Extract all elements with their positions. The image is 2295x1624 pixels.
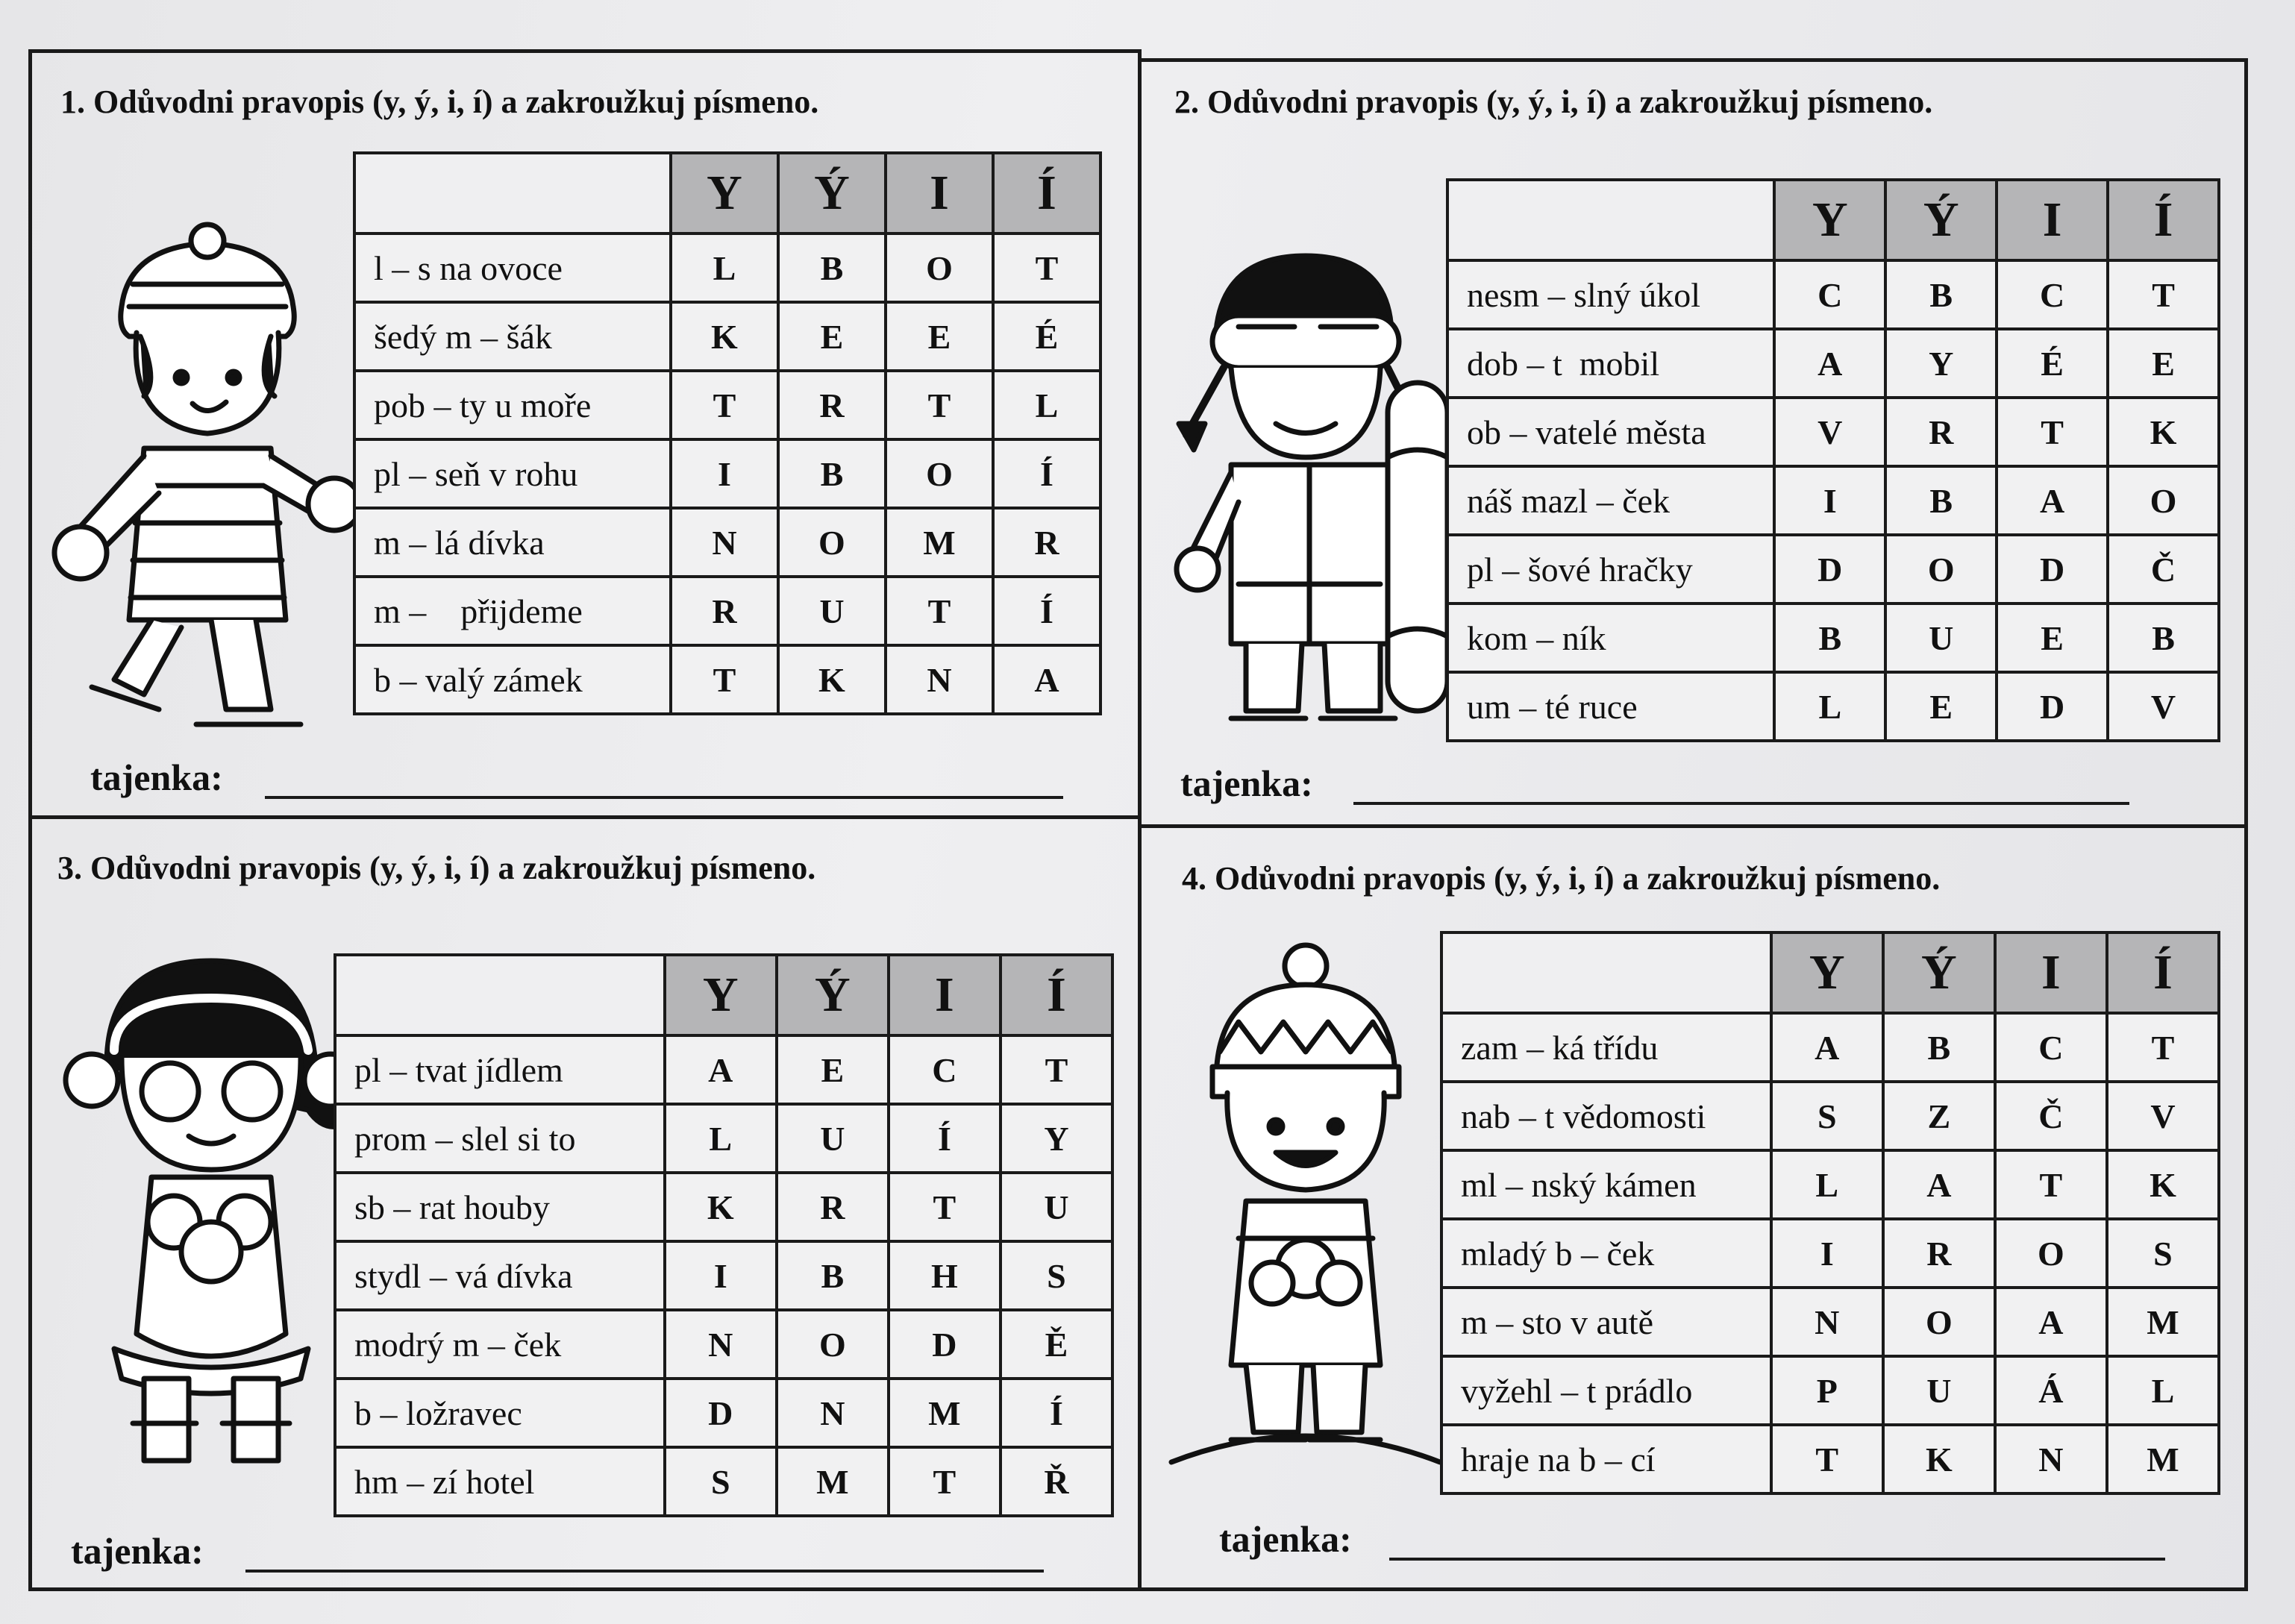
table-row [335,1241,1112,1310]
letter-cell[interactable]: T [993,233,1100,302]
phrase-cell: dob – t mobil [1447,329,1774,398]
letter-cell[interactable]: B [777,1241,889,1310]
exercise-title: 4. Odůvodni pravopis (y, ý, i, í) a zakroužkuj písmeno. [1182,860,1941,897]
letter-cell[interactable]: E [886,302,993,371]
letter-cell[interactable]: B [1883,1013,1995,1082]
letter-cell[interactable]: K [671,302,778,371]
header-row [1441,932,2219,1013]
letter-cell[interactable]: T [889,1447,1001,1516]
exercise-title: 3. Odůvodni pravopis (y, ý, i, í) a zakroužkuj písmeno. [57,850,816,886]
letter-cell[interactable]: B [1885,466,1997,535]
letter-cell[interactable]: D [1997,672,2108,741]
letter-cell[interactable]: C [1997,260,2108,329]
letter-cell[interactable]: A [1997,466,2108,535]
letter-cell[interactable]: Y [1001,1104,1112,1173]
letter-cell[interactable]: E [1885,672,1997,741]
header-Y: Y [671,153,778,233]
header-Y-acute: Ý [1883,932,1995,1013]
tajenka-answer-line[interactable] [1389,1558,2165,1561]
exercise-table [334,953,1114,1517]
phrase-cell: pl – šové hračky [1447,535,1774,603]
letter-cell[interactable]: V [1774,398,1885,466]
letter-cell[interactable]: T [2108,260,2219,329]
letter-cell[interactable]: N [886,645,993,714]
header-row [354,153,1100,233]
letter-cell[interactable]: K [2108,398,2219,466]
table-row [335,1310,1112,1379]
ice-skating-boy-illustration [47,202,368,739]
phrase-cell: l – s na ovoce [354,233,671,302]
phrase-cell: mladý b – ček [1441,1219,1771,1288]
letter-cell[interactable]: U [1001,1173,1112,1241]
letter-cell[interactable]: A [993,645,1100,714]
letter-cell[interactable]: I [665,1241,777,1310]
letter-cell[interactable]: Č [2108,535,2219,603]
exercise-table [1440,931,2220,1495]
phrase-cell: um – té ruce [1447,672,1774,741]
table-row [354,577,1100,645]
letter-cell[interactable]: S [1001,1241,1112,1310]
letter-cell[interactable]: U [1885,603,1997,672]
header-Y: Y [1774,180,1885,260]
letter-cell[interactable]: N [1771,1288,1883,1356]
exercise-table [353,151,1102,715]
table-row [1447,672,2219,741]
header-blank-cell [1441,932,1771,1013]
header-I-acute: Í [2107,932,2219,1013]
header-row [335,955,1112,1035]
letter-cell[interactable]: V [2108,672,2219,741]
letter-cell[interactable]: E [2108,329,2219,398]
letter-cell[interactable]: M [2107,1425,2219,1493]
exercise-table [1446,178,2220,742]
header-Y: Y [665,955,777,1035]
tajenka-answer-line[interactable] [245,1570,1044,1573]
letter-cell[interactable]: K [2107,1150,2219,1219]
letter-cell[interactable]: I [1771,1219,1883,1288]
letter-cell[interactable]: R [778,371,886,439]
exercise-4 [1138,824,2248,1591]
letter-cell[interactable]: É [993,302,1100,371]
letter-cell[interactable]: T [2107,1013,2219,1082]
tajenka-answer-line[interactable] [1353,802,2129,805]
phrase-cell: stydl – vá dívka [335,1241,665,1310]
letter-cell[interactable]: M [777,1447,889,1516]
letter-cell[interactable]: U [1883,1356,1995,1425]
letter-cell[interactable]: E [778,302,886,371]
letter-cell[interactable]: T [886,371,993,439]
header-Y-acute: Ý [1885,180,1997,260]
table-row [1447,535,2219,603]
letter-cell[interactable]: S [665,1447,777,1516]
letter-cell[interactable]: Ř [1001,1447,1112,1516]
letter-cell[interactable]: K [665,1173,777,1241]
letter-cell[interactable]: A [1995,1288,2107,1356]
table-row [1441,1150,2219,1219]
letter-cell[interactable]: Í [993,439,1100,508]
phrase-cell: b – valý zámek [354,645,671,714]
header-I: I [1997,180,2108,260]
letter-cell[interactable]: C [1774,260,1885,329]
letter-cell[interactable]: L [993,371,1100,439]
letter-cell[interactable]: R [1885,398,1997,466]
letter-cell[interactable]: T [1771,1425,1883,1493]
letter-cell[interactable]: C [1995,1013,2107,1082]
letter-cell[interactable]: L [1774,672,1885,741]
letter-cell[interactable]: O [1883,1288,1995,1356]
table-row [354,508,1100,577]
letter-cell[interactable]: N [1995,1425,2107,1493]
table-row [335,1035,1112,1104]
letter-cell[interactable]: B [2108,603,2219,672]
letter-cell[interactable]: E [1997,603,2108,672]
letter-cell[interactable]: O [886,233,993,302]
header-Y-acute: Ý [778,153,886,233]
letter-cell[interactable]: H [889,1241,1001,1310]
letter-cell[interactable]: I [671,439,778,508]
phrase-cell: pl – tvat jídlem [335,1035,665,1104]
letter-cell[interactable]: L [1771,1150,1883,1219]
table-row [1441,1013,2219,1082]
phrase-cell: vyžehl – t prádlo [1441,1356,1771,1425]
phrase-cell: m – lá dívka [354,508,671,577]
phrase-cell: b – ložravec [335,1379,665,1447]
table-row [1441,1425,2219,1493]
letter-cell[interactable]: L [671,233,778,302]
letter-cell[interactable]: T [671,645,778,714]
letter-cell[interactable]: N [777,1379,889,1447]
letter-cell[interactable]: Y [1885,329,1997,398]
exercise-2 [1138,58,2248,828]
header-I: I [1995,932,2107,1013]
letter-cell[interactable]: L [665,1104,777,1173]
letter-cell[interactable]: R [777,1173,889,1241]
letter-cell[interactable]: E [777,1035,889,1104]
phrase-cell: prom – slel si to [335,1104,665,1173]
table-row [1441,1219,2219,1288]
table-row [335,1173,1112,1241]
phrase-cell: pob – ty u moře [354,371,671,439]
phrase-cell: zam – ká třídu [1441,1013,1771,1082]
letter-cell[interactable]: Í [1001,1379,1112,1447]
header-blank-cell [1447,180,1774,260]
phrase-cell: ob – vatelé města [1447,398,1774,466]
letter-cell[interactable]: U [778,577,886,645]
phrase-cell: sb – rat houby [335,1173,665,1241]
letter-cell[interactable]: Á [1995,1356,2107,1425]
letter-cell[interactable]: C [889,1035,1001,1104]
tajenka-answer-line[interactable] [265,796,1063,799]
phrase-cell: hm – zí hotel [335,1447,665,1516]
tajenka-label: tajenka: [71,1530,204,1572]
letter-cell[interactable]: Ě [1001,1310,1112,1379]
table-row [1447,398,2219,466]
table-row [335,1379,1112,1447]
letter-cell[interactable]: Í [993,577,1100,645]
letter-cell[interactable]: O [886,439,993,508]
letter-cell[interactable]: K [1883,1425,1995,1493]
letter-cell[interactable]: O [777,1310,889,1379]
letter-cell[interactable]: V [2107,1082,2219,1150]
table-row [354,645,1100,714]
letter-cell[interactable]: D [889,1310,1001,1379]
phrase-cell: hraje na b – cí [1441,1425,1771,1493]
letter-cell[interactable]: B [778,439,886,508]
table-row [1441,1356,2219,1425]
letter-cell[interactable]: O [2108,466,2219,535]
phrase-cell: nab – t vědomosti [1441,1082,1771,1150]
letter-cell[interactable]: S [1771,1082,1883,1150]
phrase-cell: pl – seň v rohu [354,439,671,508]
table-row [1447,329,2219,398]
exercise-3 [28,815,1142,1591]
letter-cell[interactable]: A [1771,1013,1883,1082]
header-Y: Y [1771,932,1883,1013]
letter-cell[interactable]: T [1001,1035,1112,1104]
exercise-1 [28,49,1142,819]
letter-cell[interactable]: B [778,233,886,302]
table-row [354,302,1100,371]
letter-cell[interactable]: I [1774,466,1885,535]
letter-cell[interactable]: A [1883,1150,1995,1219]
letter-cell[interactable]: M [2107,1288,2219,1356]
letter-cell[interactable]: N [665,1310,777,1379]
header-I-acute: Í [993,153,1100,233]
exercise-title: 2. Odůvodni pravopis (y, ý, i, í) a zakroužkuj písmeno. [1174,84,1933,120]
table-row [335,1447,1112,1516]
header-I: I [886,153,993,233]
letter-cell[interactable]: O [1885,535,1997,603]
letter-cell[interactable]: S [2107,1219,2219,1288]
letter-cell[interactable]: M [889,1379,1001,1447]
letter-cell[interactable]: U [777,1104,889,1173]
letter-cell[interactable]: D [665,1379,777,1447]
table-row [1447,466,2219,535]
header-I-acute: Í [2108,180,2219,260]
exercise-title: 1. Odůvodni pravopis (y, ý, i, í) a zakroužkuj písmeno. [60,84,819,120]
letter-cell[interactable]: R [1883,1219,1995,1288]
header-I-acute: Í [1001,955,1112,1035]
letter-cell[interactable]: R [671,577,778,645]
phrase-cell: m – přijdeme [354,577,671,645]
letter-cell[interactable]: T [1997,398,2108,466]
letter-cell[interactable]: T [671,371,778,439]
phrase-cell: m – sto v autě [1441,1288,1771,1356]
table-row [335,1104,1112,1173]
letter-cell[interactable]: Í [889,1104,1001,1173]
letter-cell[interactable]: M [886,508,993,577]
table-row [354,371,1100,439]
letter-cell[interactable]: É [1997,329,2108,398]
table-row [354,439,1100,508]
letter-cell[interactable]: A [1774,329,1885,398]
tajenka-label: tajenka: [1180,762,1313,804]
letter-cell[interactable]: B [1774,603,1885,672]
snowboard-girl-illustration [1164,233,1462,741]
phrase-cell: modrý m – ček [335,1310,665,1379]
letter-cell[interactable]: Č [1995,1082,2107,1150]
letter-cell[interactable]: Z [1883,1082,1995,1150]
header-blank-cell [335,955,665,1035]
phrase-cell: náš mazl – ček [1447,466,1774,535]
letter-cell[interactable]: B [1885,260,1997,329]
letter-cell[interactable]: R [993,508,1100,577]
letter-cell[interactable]: T [889,1173,1001,1241]
header-row [1447,180,2219,260]
letter-cell[interactable]: A [665,1035,777,1104]
phrase-cell: nesm – slný úkol [1447,260,1774,329]
header-blank-cell [354,153,671,233]
table-row [1447,260,2219,329]
letter-cell[interactable]: D [1997,535,2108,603]
letter-cell[interactable]: K [778,645,886,714]
snowball-boy-illustration [1156,932,1455,1470]
phrase-cell: kom – ník [1447,603,1774,672]
letter-cell[interactable]: T [886,577,993,645]
letter-cell[interactable]: L [2107,1356,2219,1425]
tajenka-label: tajenka: [1219,1518,1352,1560]
snowball-girl-illustration [62,931,360,1476]
letter-cell[interactable]: D [1774,535,1885,603]
table-row [1441,1082,2219,1150]
letter-cell[interactable]: P [1771,1356,1883,1425]
table-row [1441,1288,2219,1356]
letter-cell[interactable]: T [1995,1150,2107,1219]
table-row [1447,603,2219,672]
phrase-cell: ml – nský kámen [1441,1150,1771,1219]
letter-cell[interactable]: O [1995,1219,2107,1288]
phrase-cell: šedý m – šák [354,302,671,371]
letter-cell[interactable]: N [671,508,778,577]
header-Y-acute: Ý [777,955,889,1035]
tajenka-label: tajenka: [90,756,223,798]
table-row [354,233,1100,302]
letter-cell[interactable]: O [778,508,886,577]
header-I: I [889,955,1001,1035]
